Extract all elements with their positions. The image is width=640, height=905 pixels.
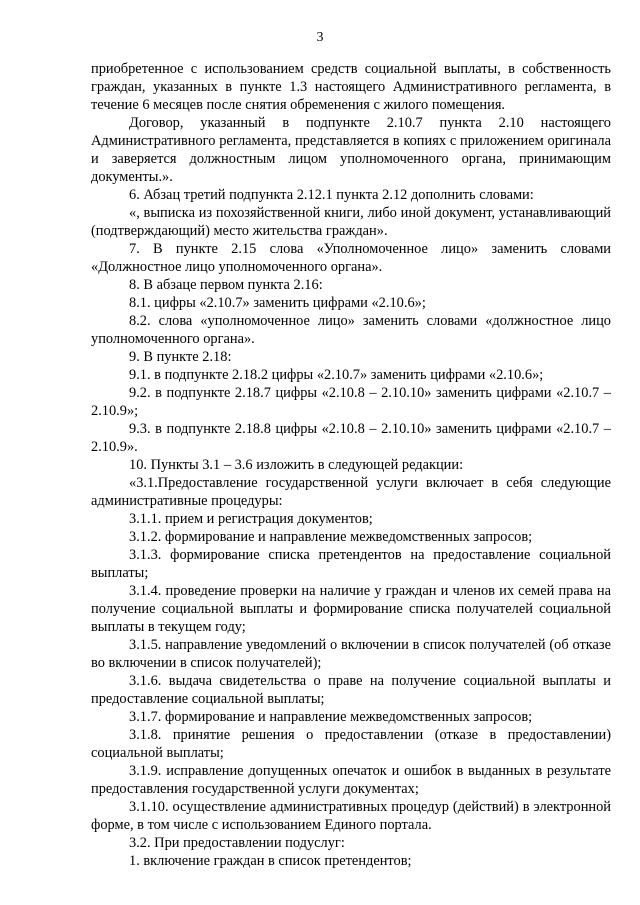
document-body (91, 60, 611, 870)
paragraph-3-1-1: 3.1.1. прием и регистрация документов; (129, 511, 373, 527)
paragraph-item-9-3: 9.3. в подпункте 2.18.8 цифры «2.10.8 – 2.10.10» заменить цифрами «2.10.7 – 2.10.9». (91, 421, 611, 455)
paragraph-3-1-3: 3.1.3. формирование списка претендентов на предоставление социальной выплаты; (91, 547, 611, 581)
paragraph-3-1-9: 3.1.9. исправление допущенных опечаток и ошибок в выданных в результате предоставления государственной услуги документах; (91, 763, 611, 797)
paragraph-3-1-6: 3.1.6. выдача свидетельства о праве на получение социальной выплаты и предоставление социальной выплаты; (91, 673, 611, 707)
paragraph-item-8-1: 8.1. цифры «2.10.7» заменить цифрами «2.10.6»; (129, 295, 426, 311)
paragraph-item-8-2: 8.2. слова «уполномоченное лицо» заменить словами «должностное лицо уполномоченного органа». (91, 313, 611, 347)
paragraph-item-9: 9. В пункте 2.18: (129, 349, 232, 365)
paragraph-3-1-5: 3.1.5. направление уведомлений о включении в список получателей (об отказе во включении в список получателей); (91, 637, 611, 671)
paragraph-3-1-10: 3.1.10. осуществление административных процедур (действий) в электронной форме, в том числе с использованием Единого портала. (91, 799, 611, 833)
paragraph-3-1-4: 3.1.4. проведение проверки на наличие у граждан и членов их семей права на получение социальной выплаты и формирование списка получателей социальной выплаты в текущем году; (91, 583, 611, 635)
paragraph-3-1-7: 3.1.7. формирование и направление межведомственных запросов; (129, 709, 533, 725)
paragraph-section-3-1: «3.1.Предоставление государственной услуги включает в себя следующие административные процедуры: (91, 475, 611, 509)
paragraph-item-9-2: 9.2. в подпункте 2.18.7 цифры «2.10.8 – 2.10.10» заменить цифрами «2.10.7 – 2.10.9»; (91, 385, 611, 419)
paragraph-contract-note: Договор, указанный в подпункте 2.10.7 пункта 2.10 настоящего Административного регламента, представляется в копиях с приложением оригинала и заверяется должностным лицом уполномоченного органа, принимающим документы.». (91, 115, 611, 185)
paragraph-3-2: 3.2. При предоставлении подуслуг: (129, 835, 345, 851)
paragraph-3-1-2: 3.1.2. формирование и направление межведомственных запросов; (129, 529, 533, 545)
page-number: 3 (316, 30, 324, 45)
paragraph-item-9-1: 9.1. в подпункте 2.18.2 цифры «2.10.7» заменить цифрами «2.10.6»; (129, 367, 544, 383)
paragraph-item-7: 7. В пункте 2.15 слова «Уполномоченное лицо» заменить словами «Должностное лицо уполномоченного органа». (91, 241, 611, 275)
paragraph-continuation: приобретенное с использованием средств социальной выплаты, в собственность граждан, указанных в пункте 1.3 настоящего Административного регламента, в течение 6 месяцев после снятия обременения с жилого помещения. (91, 61, 611, 113)
paragraph-item-10: 10. Пункты 3.1 – 3.6 изложить в следующей редакции: (129, 457, 464, 473)
paragraph-item-8: 8. В абзаце первом пункта 2.16: (129, 277, 323, 293)
paragraph-item-6-addition: «, выписка из похозяйственной книги, либо иной документ, устанавливающий (подтверждающий) место жительства граждан». (91, 205, 611, 239)
paragraph-subservice-1: 1. включение граждан в список претендентов; (129, 853, 412, 869)
paragraph-3-1-8: 3.1.8. принятие решения о предоставлении (отказе в предоставлении) социальной выплаты; (91, 727, 611, 761)
paragraph-item-6: 6. Абзац третий подпункта 2.12.1 пункта 2.12 дополнить словами: (129, 187, 534, 203)
